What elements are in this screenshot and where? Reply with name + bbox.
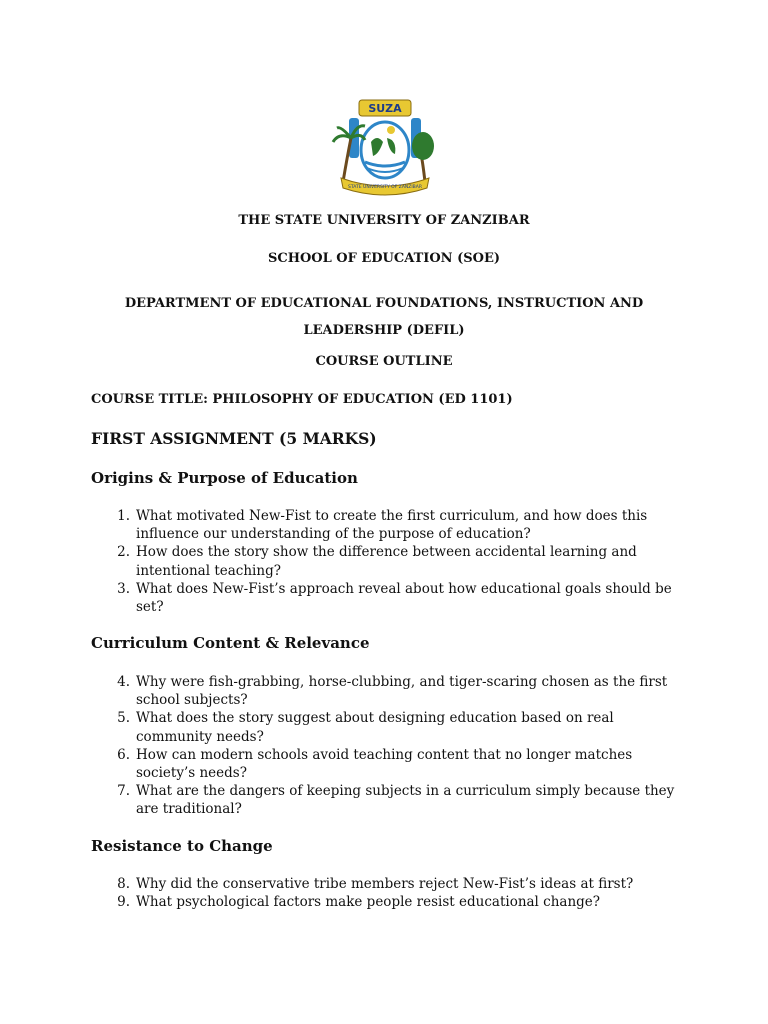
question-text: What does the story suggest about designing education based on real community needs?: [136, 710, 614, 745]
question-text: Why did the conservative tribe members reject New-Fist’s ideas at first?: [136, 876, 634, 892]
question-list: [110, 673, 690, 819]
question-list: [110, 507, 690, 616]
question-number: 6.: [117, 746, 130, 763]
question-number: 2.: [117, 544, 130, 561]
course-title: COURSE TITLE: PHILOSOPHY OF EDUCATION (ED 1101): [91, 392, 513, 407]
question-text: What does New-Fist’s approach reveal about how educational goals should be set?: [136, 580, 672, 616]
university-logo: [331, 98, 439, 196]
question-list: [110, 875, 690, 911]
question-text: How can modern schools avoid teaching content that no longer matches society’s needs?: [136, 746, 633, 782]
logo-ribbon-text: STATE UNIVERSITY OF ZANZIBAR: [348, 185, 422, 190]
university-name: THE STATE UNIVERSITY OF ZANZIBAR: [238, 213, 530, 228]
list-item: [110, 580, 690, 616]
question-number: 9.: [117, 894, 130, 911]
question-text: Why were fish-grabbing, horse-clubbing, and tiger-scaring chosen as the first school subjects?: [136, 674, 668, 709]
list-item: [110, 782, 690, 818]
question-number: 3.: [117, 580, 130, 597]
section-title: Curriculum Content & Relevance: [91, 634, 370, 652]
question-number: 8.: [117, 876, 130, 892]
question-text: What psychological factors make people resist educational change?: [136, 894, 601, 911]
list-item: [110, 875, 690, 893]
question-number: 1.: [117, 508, 130, 524]
list-item: [110, 507, 690, 543]
section-title: Origins & Purpose of Education: [91, 469, 358, 487]
list-item: [110, 746, 690, 782]
school-name: SCHOOL OF EDUCATION (SOE): [267, 251, 501, 266]
section-title: Resistance to Change: [91, 837, 273, 855]
department-name: DEPARTMENT OF EDUCATIONAL FOUNDATIONS, INSTRUCTION AND LEADERSHIP (DEFIL): [124, 296, 644, 338]
course-outline-heading: COURSE OUTLINE: [315, 354, 453, 369]
question-text: What are the dangers of keeping subjects in a curriculum simply because they are traditional?: [136, 783, 675, 818]
assignment-heading: FIRST ASSIGNMENT (5 MARKS): [91, 429, 377, 448]
list-item: [110, 543, 690, 579]
list-item: [110, 709, 690, 745]
logo-top-text: SUZA: [368, 102, 402, 115]
question-number: 5.: [117, 710, 130, 727]
list-item: [110, 673, 690, 709]
question-text: How does the story show the difference between accidental learning and intentional teaching?: [136, 544, 637, 579]
question-text: What motivated New-Fist to create the first curriculum, and how does this influence our understanding of the purpose of education?: [136, 508, 648, 543]
list-item: [110, 893, 690, 911]
question-number: 7.: [117, 783, 130, 800]
question-number: 4.: [117, 674, 130, 690]
